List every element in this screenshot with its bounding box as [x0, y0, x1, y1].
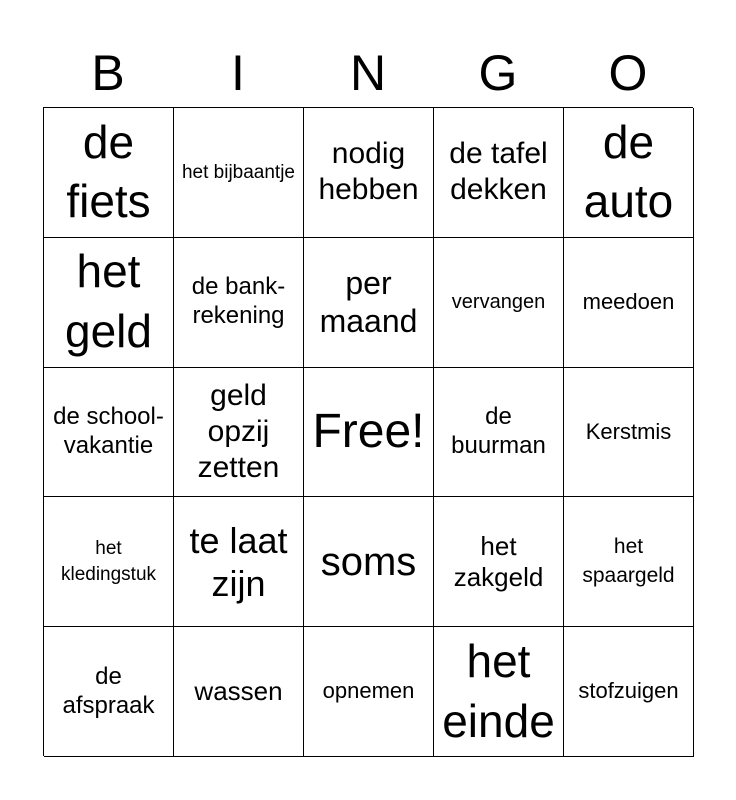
header-letter-g: G [478, 45, 518, 101]
bingo-cell[interactable] [44, 497, 174, 627]
cell-text: soms [320, 539, 417, 584]
cell-text: de tafel dekken [449, 137, 548, 207]
free-space-cell[interactable] [304, 368, 434, 498]
bingo-cell[interactable] [434, 627, 564, 757]
header-letter-i: I [231, 45, 245, 101]
bingo-cell[interactable] [564, 368, 694, 498]
cell-text: te laat zijn [189, 519, 288, 604]
cell-text: geld opzij zetten [197, 378, 280, 484]
cell-text: de buurman [451, 403, 546, 459]
bingo-cell[interactable] [304, 238, 434, 368]
cell-text: vervangen [451, 290, 546, 313]
cell-text: de school-vakantie [53, 403, 164, 459]
bingo-header [43, 38, 693, 108]
bingo-cell[interactable] [304, 497, 434, 627]
cell-text: nodig hebben [318, 137, 419, 207]
bingo-cell[interactable] [44, 368, 174, 498]
cell-text: het kledingstuk [60, 538, 157, 585]
bingo-cell[interactable] [434, 238, 564, 368]
free-space-text: Free! [312, 404, 425, 458]
cell-text: de auto [583, 115, 674, 228]
bingo-cell[interactable] [174, 238, 304, 368]
bingo-cell[interactable] [564, 627, 694, 757]
bingo-cell[interactable] [174, 108, 304, 238]
cell-text: de afspraak [62, 662, 155, 719]
bingo-cell[interactable] [564, 238, 694, 368]
bingo-cell[interactable] [304, 108, 434, 238]
cell-text: de fiets [66, 115, 151, 228]
header-letter-n: N [349, 45, 387, 101]
bingo-cell[interactable] [174, 368, 304, 498]
bingo-cell[interactable] [564, 108, 694, 238]
cell-text: de bank-rekening [191, 273, 286, 330]
cell-text: het zakgeld [453, 530, 544, 592]
bingo-cell[interactable] [174, 497, 304, 627]
cell-text: per maand [319, 264, 418, 340]
cell-text: het spaargeld [582, 535, 675, 587]
cell-text: het bijbaantje [181, 161, 296, 183]
cell-text: stofzuigen [578, 678, 679, 704]
cell-text: meedoen [582, 289, 675, 314]
bingo-cell[interactable] [434, 497, 564, 627]
bingo-cell[interactable] [564, 497, 694, 627]
bingo-cell[interactable] [434, 368, 564, 498]
bingo-cell[interactable] [44, 627, 174, 757]
bingo-cell[interactable] [304, 627, 434, 757]
cell-text: het einde [442, 634, 555, 747]
bingo-cell[interactable] [434, 108, 564, 238]
header-letter-b: B [91, 45, 125, 101]
bingo-cell[interactable] [174, 627, 304, 757]
cell-text: wassen [194, 675, 283, 706]
cell-text: het geld [65, 245, 152, 358]
bingo-cell[interactable] [44, 238, 174, 368]
bingo-board [43, 107, 693, 756]
cell-text: opnemen [322, 678, 415, 704]
bingo-cell[interactable] [44, 108, 174, 238]
cell-text: Kerstmis [585, 418, 672, 444]
header-letter-o: O [608, 45, 648, 101]
